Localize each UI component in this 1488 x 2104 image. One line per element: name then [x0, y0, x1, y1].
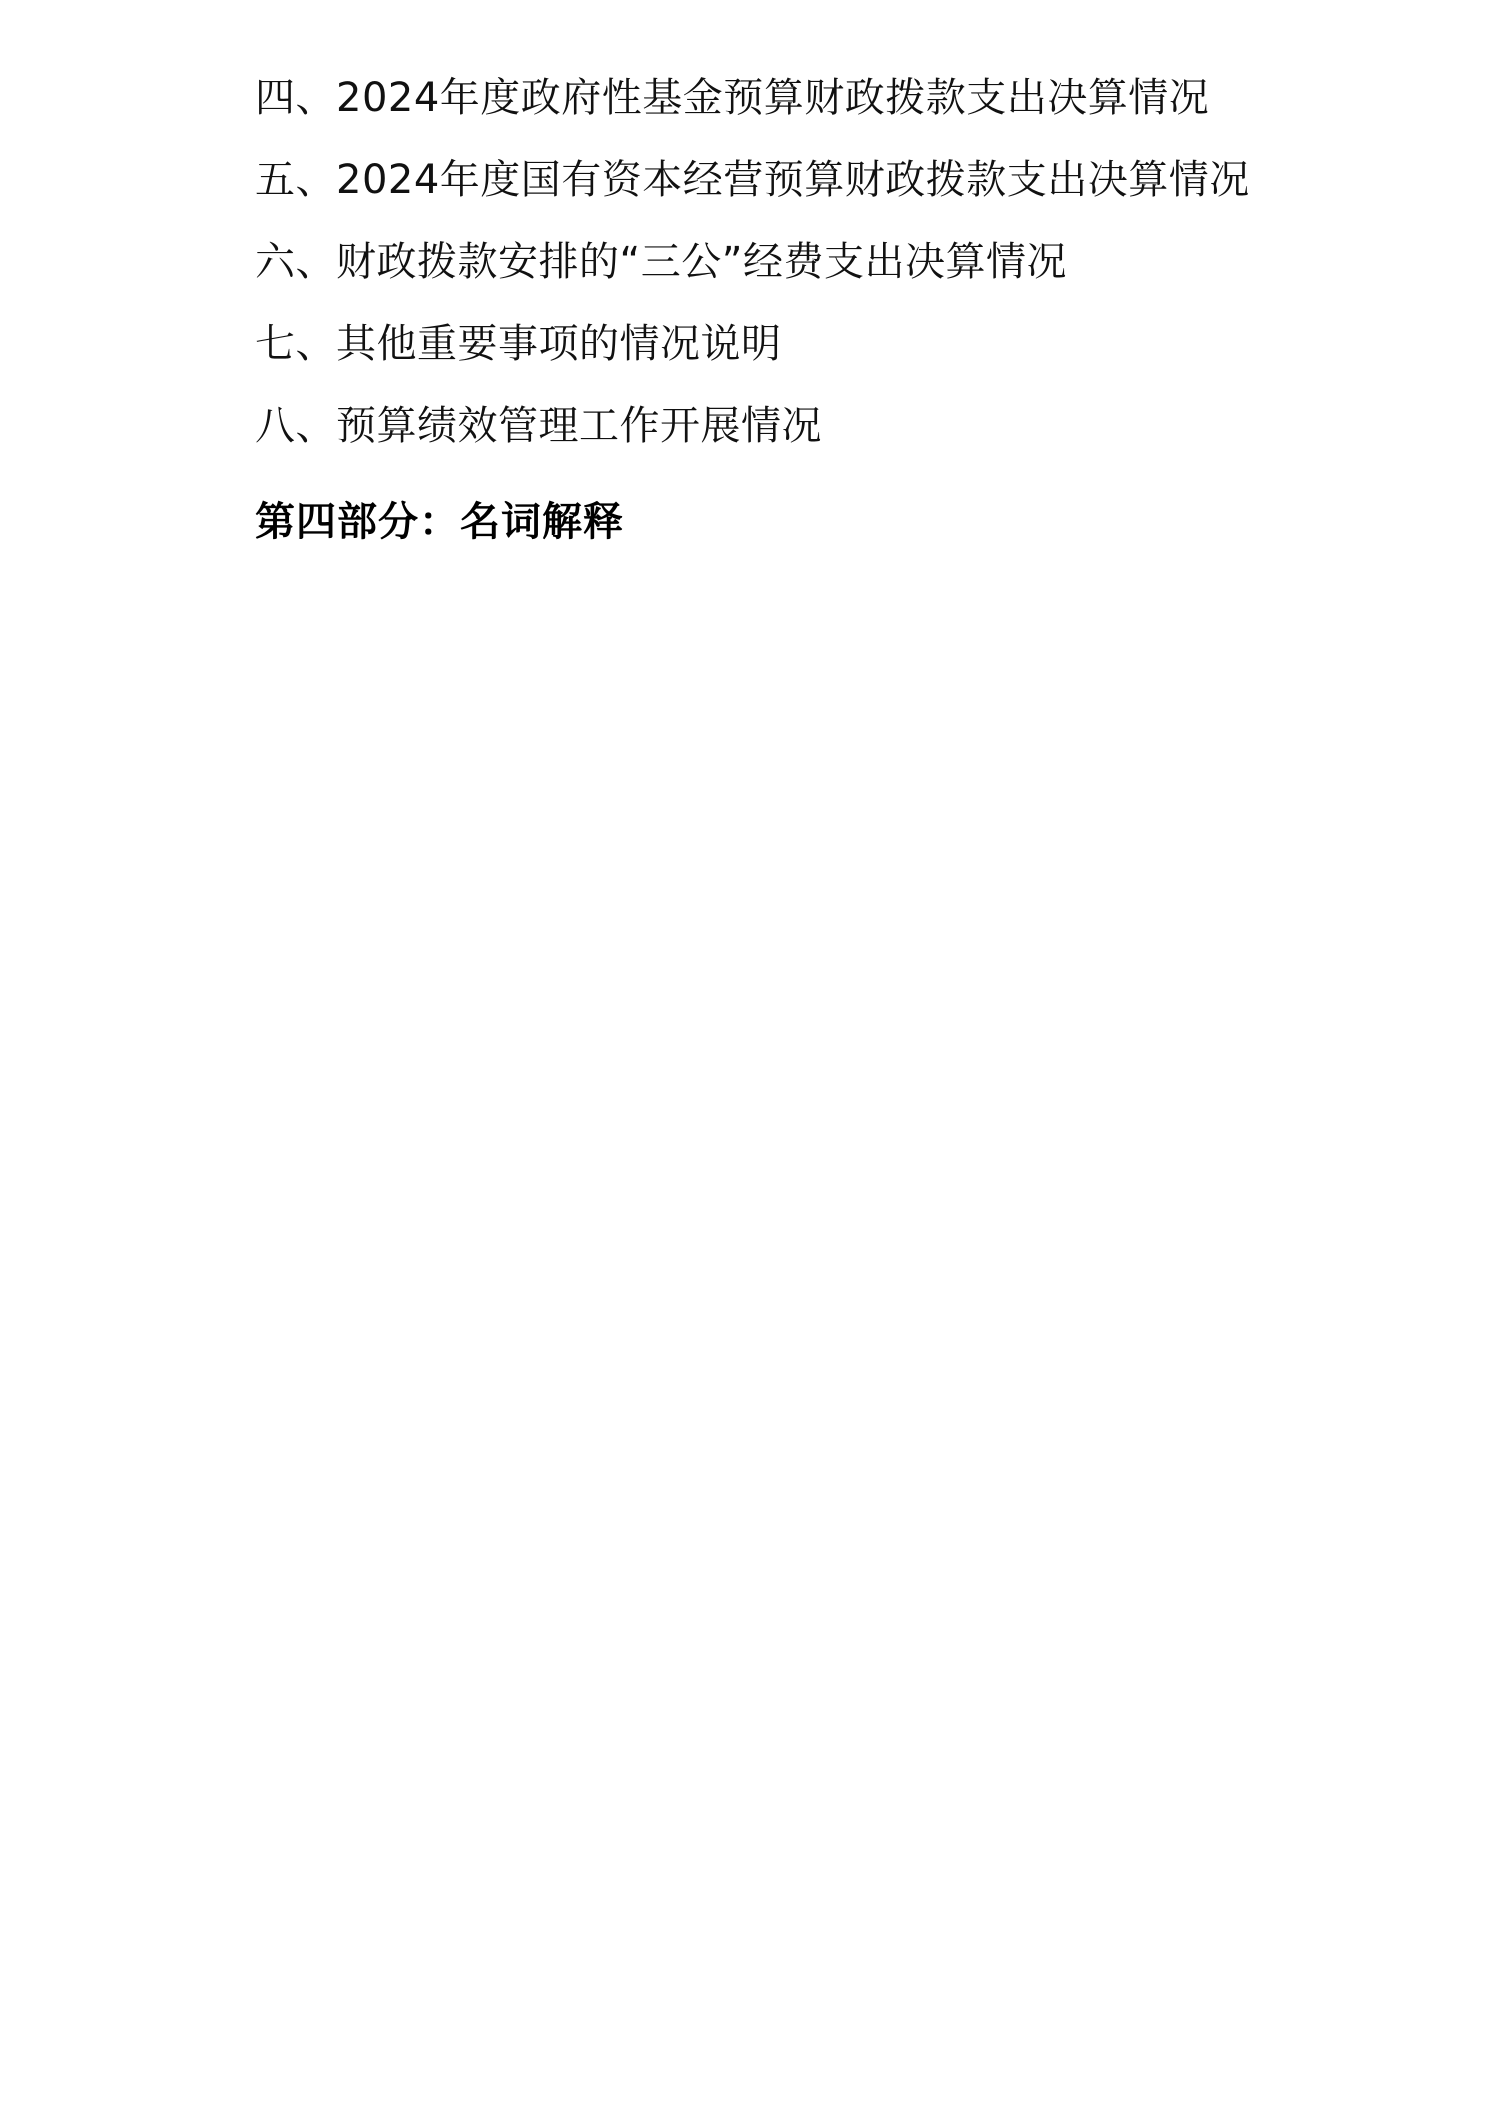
list-item: 八、预算绩效管理工作开展情况 — [255, 403, 822, 449]
table-of-contents — [255, 75, 1338, 449]
list-item: 四、2024年度政府性基金预算财政拨款支出决算情况 — [255, 75, 1210, 121]
list-item: 五、2024年度国有资本经营预算财政拨款支出决算情况 — [255, 157, 1250, 203]
list-item: 七、其他重要事项的情况说明 — [255, 321, 782, 367]
page-title: 第四部分：名词解释 — [255, 499, 624, 545]
list-item: 六、财政拨款安排的“三公”经费支出决算情况 — [255, 239, 1067, 285]
empty-page-body — [255, 542, 1338, 1942]
